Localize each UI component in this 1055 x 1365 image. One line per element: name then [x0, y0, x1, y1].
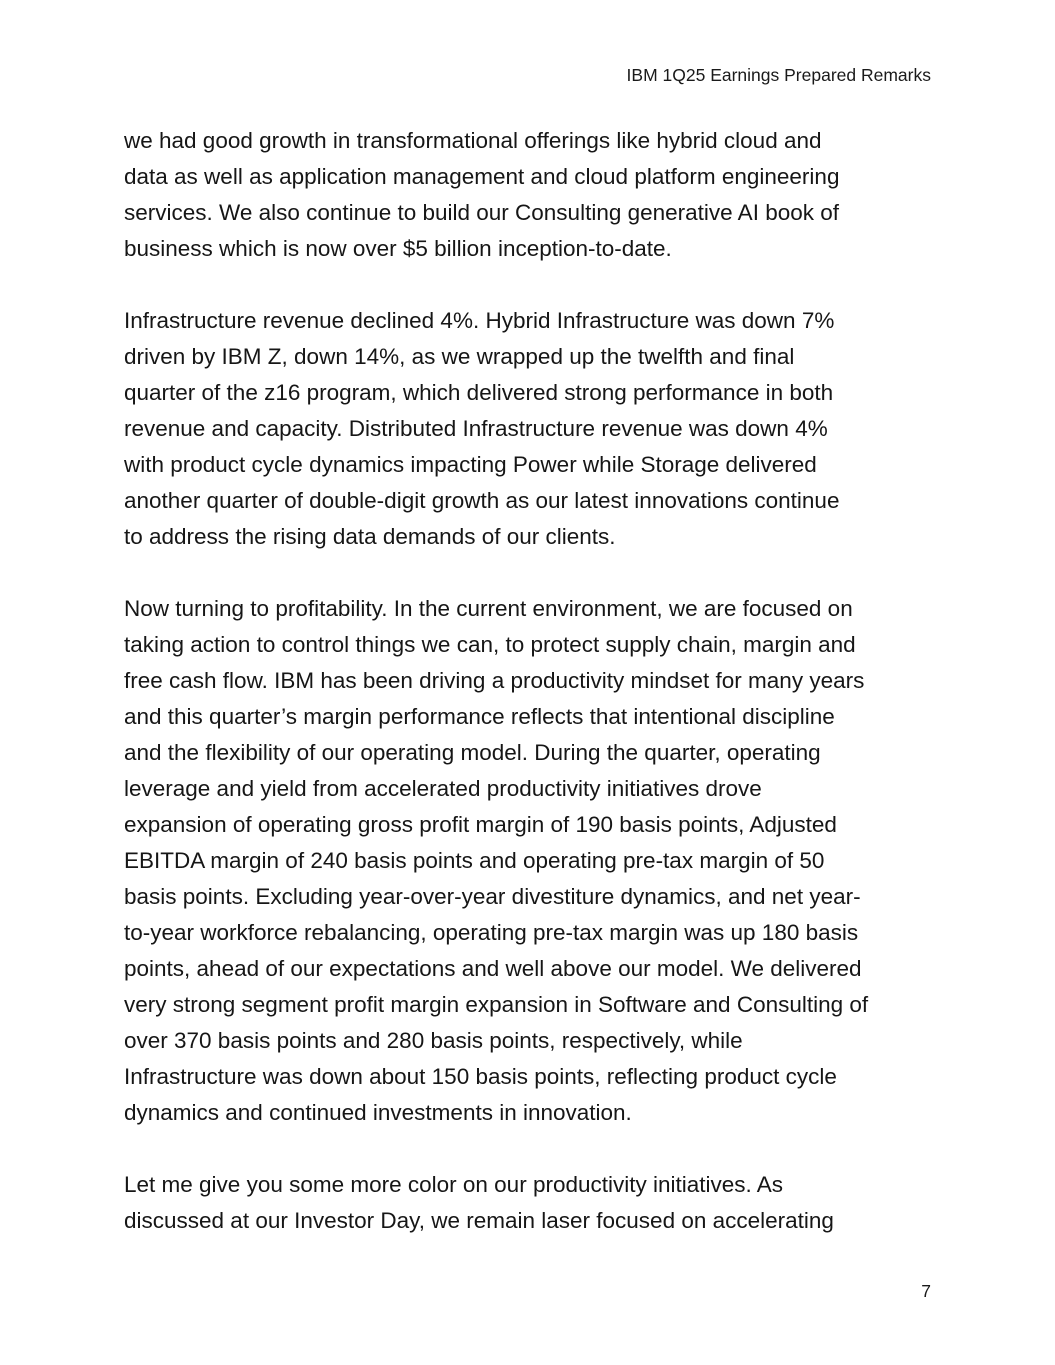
page-number: 7: [921, 1281, 931, 1301]
text-line: points, ahead of our expectations and well above our model. We delivered: [124, 956, 862, 981]
text-line: Let me give you some more color on our productivity initiatives. As: [124, 1172, 784, 1197]
text-line: another quarter of double-digit growth as our latest innovations continue: [124, 488, 840, 513]
text-line: services. We also continue to build our Consulting generative AI book of: [124, 200, 840, 225]
text-line: free cash flow. IBM has been driving a productivity mindset for many years: [124, 668, 865, 693]
body-text: [124, 123, 934, 1275]
text-line: expansion of operating gross profit margin of 190 basis points, Adjusted: [124, 812, 837, 837]
text-line: taking action to control things we can, to protect supply chain, margin and: [124, 632, 856, 657]
text-line: and the flexibility of our operating model. During the quarter, operating: [124, 740, 821, 765]
text-line: over 370 basis points and 280 basis points, respectively, while: [124, 1028, 743, 1053]
text-line: dynamics and continued investments in innovation.: [124, 1100, 632, 1125]
text-line: business which is now over $5 billion inception-to-date.: [124, 236, 672, 261]
text-line: and this quarter’s margin performance reflects that intentional discipline: [124, 704, 835, 729]
text-line: revenue and capacity. Distributed Infrastructure revenue was down 4%: [124, 416, 828, 441]
text-line: Infrastructure was down about 150 basis points, reflecting product cycle: [124, 1064, 837, 1089]
text-line: driven by IBM Z, down 14%, as we wrapped up the twelfth and final: [124, 344, 795, 369]
text-line: Now turning to profitability. In the current environment, we are focused on: [124, 596, 853, 621]
text-line: we had good growth in transformational offerings like hybrid cloud and: [124, 128, 822, 153]
text-line: basis points. Excluding year-over-year divestiture dynamics, and net year-: [124, 884, 861, 909]
paragraph-profitability: [124, 591, 934, 1131]
paragraph-consulting: [124, 123, 934, 267]
text-line: data as well as application management and cloud platform engineering: [124, 164, 840, 189]
text-line: with product cycle dynamics impacting Power while Storage delivered: [124, 452, 817, 477]
paragraph-productivity: [124, 1167, 934, 1239]
running-header: IBM 1Q25 Earnings Prepared Remarks: [626, 65, 931, 85]
text-line: EBITDA margin of 240 basis points and operating pre-tax margin of 50: [124, 848, 825, 873]
text-line: quarter of the z16 program, which delivered strong performance in both: [124, 380, 834, 405]
text-line: leverage and yield from accelerated productivity initiatives drove: [124, 776, 762, 801]
text-line: Infrastructure revenue declined 4%. Hybrid Infrastructure was down 7%: [124, 308, 835, 333]
text-line: to address the rising data demands of our clients.: [124, 524, 616, 549]
text-line: discussed at our Investor Day, we remain laser focused on accelerating: [124, 1208, 834, 1233]
paragraph-infrastructure: [124, 303, 934, 555]
text-line: very strong segment profit margin expansion in Software and Consulting of: [124, 992, 869, 1017]
text-line: to-year workforce rebalancing, operating pre-tax margin was up 180 basis: [124, 920, 859, 945]
